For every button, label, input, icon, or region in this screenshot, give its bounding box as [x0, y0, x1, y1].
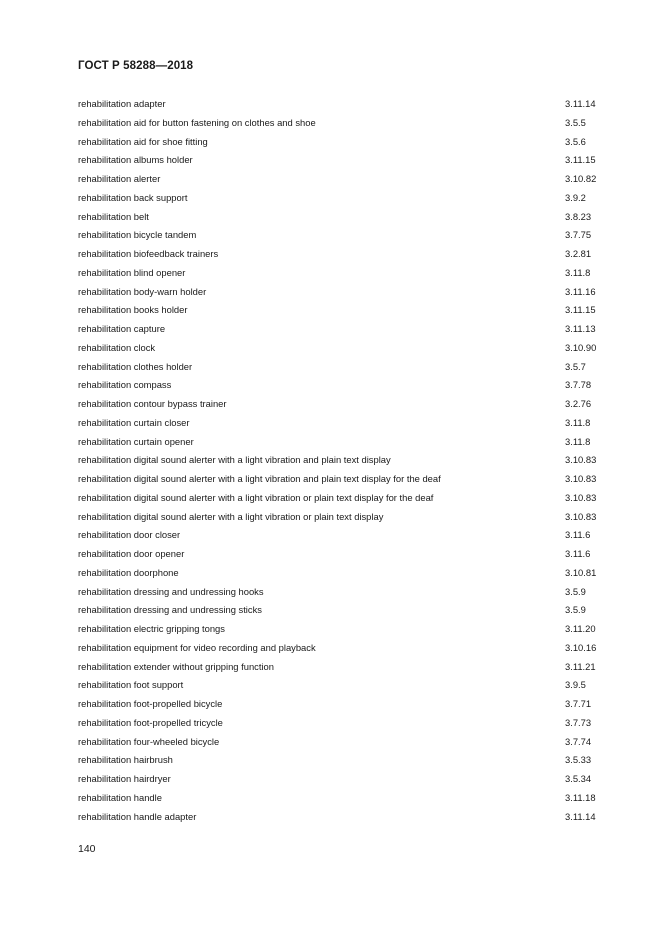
page-header: ГОСТ Р 58288—2018	[78, 60, 194, 72]
index-reference: 3.10.83	[565, 454, 597, 466]
index-reference: 3.10.82	[565, 173, 597, 184]
index-entry	[78, 695, 608, 714]
index-entry	[78, 451, 608, 470]
index-reference: 3.9.2	[565, 191, 586, 203]
index-term: rehabilitation back support	[78, 191, 188, 203]
index-term: rehabilitation digital sound alerter with a light vibration or plain text display for the deaf	[78, 491, 434, 503]
index-term: rehabilitation foot support	[78, 679, 184, 691]
index-reference: 3.10.81	[565, 566, 597, 578]
index-term: rehabilitation foot-propelled tricycle	[78, 716, 223, 728]
index-entry	[78, 114, 608, 133]
index-entry	[78, 676, 608, 695]
index-reference: 3.7.75	[565, 229, 592, 241]
index-reference: 3.5.9	[565, 604, 586, 616]
index-term: rehabilitation aid for shoe fitting	[78, 135, 208, 147]
index-term: rehabilitation clothes holder	[78, 360, 193, 372]
index-reference: 3.5.34	[565, 773, 592, 784]
index-entry	[78, 151, 608, 170]
index-term: rehabilitation hairdryer	[78, 773, 171, 784]
index-entry	[78, 770, 608, 789]
index-entry	[78, 601, 608, 620]
index-term: rehabilitation digital sound alerter with a light vibration and plain text display for the deaf	[78, 473, 441, 484]
index-term: rehabilitation blind opener	[78, 266, 186, 278]
index-entry	[78, 789, 608, 808]
index-reference: 3.7.78	[565, 379, 592, 391]
index-reference: 3.5.6	[565, 135, 586, 147]
index-entry	[78, 414, 608, 433]
index-entry	[78, 208, 608, 227]
index-reference: 3.10.83	[565, 491, 597, 503]
index-entry	[78, 545, 608, 564]
index-reference: 3.2.81	[565, 248, 592, 259]
index-entry	[78, 470, 608, 489]
index-entry	[78, 283, 608, 302]
index-reference: 3.10.16	[565, 641, 597, 653]
index-reference: 3.11.15	[565, 154, 596, 166]
index-reference: 3.9.5	[565, 679, 586, 691]
index-entry	[78, 358, 608, 377]
index-entry	[78, 395, 608, 414]
index-term: rehabilitation foot-propelled bicycle	[78, 698, 223, 709]
index-reference: 3.11.15	[565, 304, 596, 316]
index-term: rehabilitation adapter	[78, 98, 166, 109]
index-term: rehabilitation handle adapter	[78, 810, 197, 822]
index-entry	[78, 808, 608, 827]
index-reference: 3.10.83	[565, 510, 597, 522]
index-entry	[78, 489, 608, 508]
index-reference: 3.11.20	[565, 623, 596, 634]
index-reference: 3.11.6	[565, 529, 591, 541]
index-term: rehabilitation digital sound alerter with a light vibration or plain text display	[78, 510, 384, 522]
index-term: rehabilitation doorphone	[78, 566, 179, 578]
index-term: rehabilitation bicycle tandem	[78, 229, 197, 241]
index-reference: 3.7.74	[565, 735, 592, 747]
index-entry	[78, 376, 608, 395]
index-term: rehabilitation curtain closer	[78, 416, 190, 428]
index-entry	[78, 564, 608, 583]
index-reference: 3.11.13	[565, 323, 596, 334]
index-reference: 3.5.7	[565, 360, 586, 372]
index-reference: 3.10.90	[565, 341, 597, 353]
index-entry	[78, 320, 608, 339]
index-term: rehabilitation books holder	[78, 304, 188, 316]
index-reference: 3.11.21	[565, 660, 596, 672]
index-entry	[78, 526, 608, 545]
index-term: rehabilitation door closer	[78, 529, 181, 541]
index-reference: 3.11.14	[565, 810, 596, 822]
index-entry	[78, 733, 608, 752]
index-reference: 3.5.9	[565, 585, 586, 597]
index-reference: 3.11.14	[565, 98, 596, 109]
index-term: rehabilitation door opener	[78, 548, 185, 559]
index-term: rehabilitation contour bypass trainer	[78, 398, 227, 409]
index-term: rehabilitation equipment for video recording and playback	[78, 641, 316, 653]
index-entry	[78, 508, 608, 527]
index-entry	[78, 751, 608, 770]
index-entry	[78, 189, 608, 208]
index-term: rehabilitation four-wheeled bicycle	[78, 735, 220, 747]
index-entry	[78, 658, 608, 677]
index-reference: 3.2.76	[565, 398, 592, 409]
index-reference: 3.10.83	[565, 473, 597, 484]
index-entry	[78, 714, 608, 733]
index-reference: 3.5.5	[565, 116, 586, 128]
index-entry	[78, 170, 608, 189]
page-number: 140	[78, 843, 96, 855]
index-entry	[78, 639, 608, 658]
index-entry	[78, 301, 608, 320]
index-term: rehabilitation clock	[78, 341, 156, 353]
index-reference: 3.8.23	[565, 210, 592, 222]
index-term: rehabilitation hairbrush	[78, 754, 173, 766]
index-entry	[78, 583, 608, 602]
index-reference: 3.11.8	[565, 435, 591, 447]
index-term: rehabilitation dressing and undressing sticks	[78, 604, 262, 616]
index-term: rehabilitation compass	[78, 379, 172, 391]
index-entry	[78, 245, 608, 264]
term-index-list	[78, 95, 608, 826]
index-term: rehabilitation dressing and undressing hooks	[78, 585, 264, 597]
index-term: rehabilitation alerter	[78, 173, 161, 184]
index-term: rehabilitation extender without gripping function	[78, 660, 274, 672]
index-reference: 3.11.18	[565, 791, 596, 803]
index-term: rehabilitation handle	[78, 791, 162, 803]
index-entry	[78, 95, 608, 114]
index-reference: 3.5.33	[565, 754, 592, 766]
index-term: rehabilitation aid for button fastening on clothes and shoe	[78, 116, 316, 128]
index-entry	[78, 133, 608, 152]
index-term: rehabilitation electric gripping tongs	[78, 623, 225, 634]
index-term: rehabilitation curtain opener	[78, 435, 194, 447]
index-entry	[78, 433, 608, 452]
index-reference: 3.7.73	[565, 716, 592, 728]
index-reference: 3.11.6	[565, 548, 591, 559]
index-term: rehabilitation digital sound alerter with a light vibration and plain text display	[78, 454, 391, 466]
index-reference: 3.11.8	[565, 416, 591, 428]
index-term: rehabilitation capture	[78, 323, 166, 334]
index-entry	[78, 264, 608, 283]
index-reference: 3.7.71	[565, 698, 592, 709]
index-entry	[78, 620, 608, 639]
index-entry	[78, 226, 608, 245]
index-term: rehabilitation albums holder	[78, 154, 193, 166]
index-term: rehabilitation belt	[78, 210, 149, 222]
index-term: rehabilitation body-warn holder	[78, 285, 207, 297]
index-reference: 3.11.16	[565, 285, 596, 297]
index-term: rehabilitation biofeedback trainers	[78, 248, 219, 259]
index-entry	[78, 339, 608, 358]
index-reference: 3.11.8	[565, 266, 591, 278]
